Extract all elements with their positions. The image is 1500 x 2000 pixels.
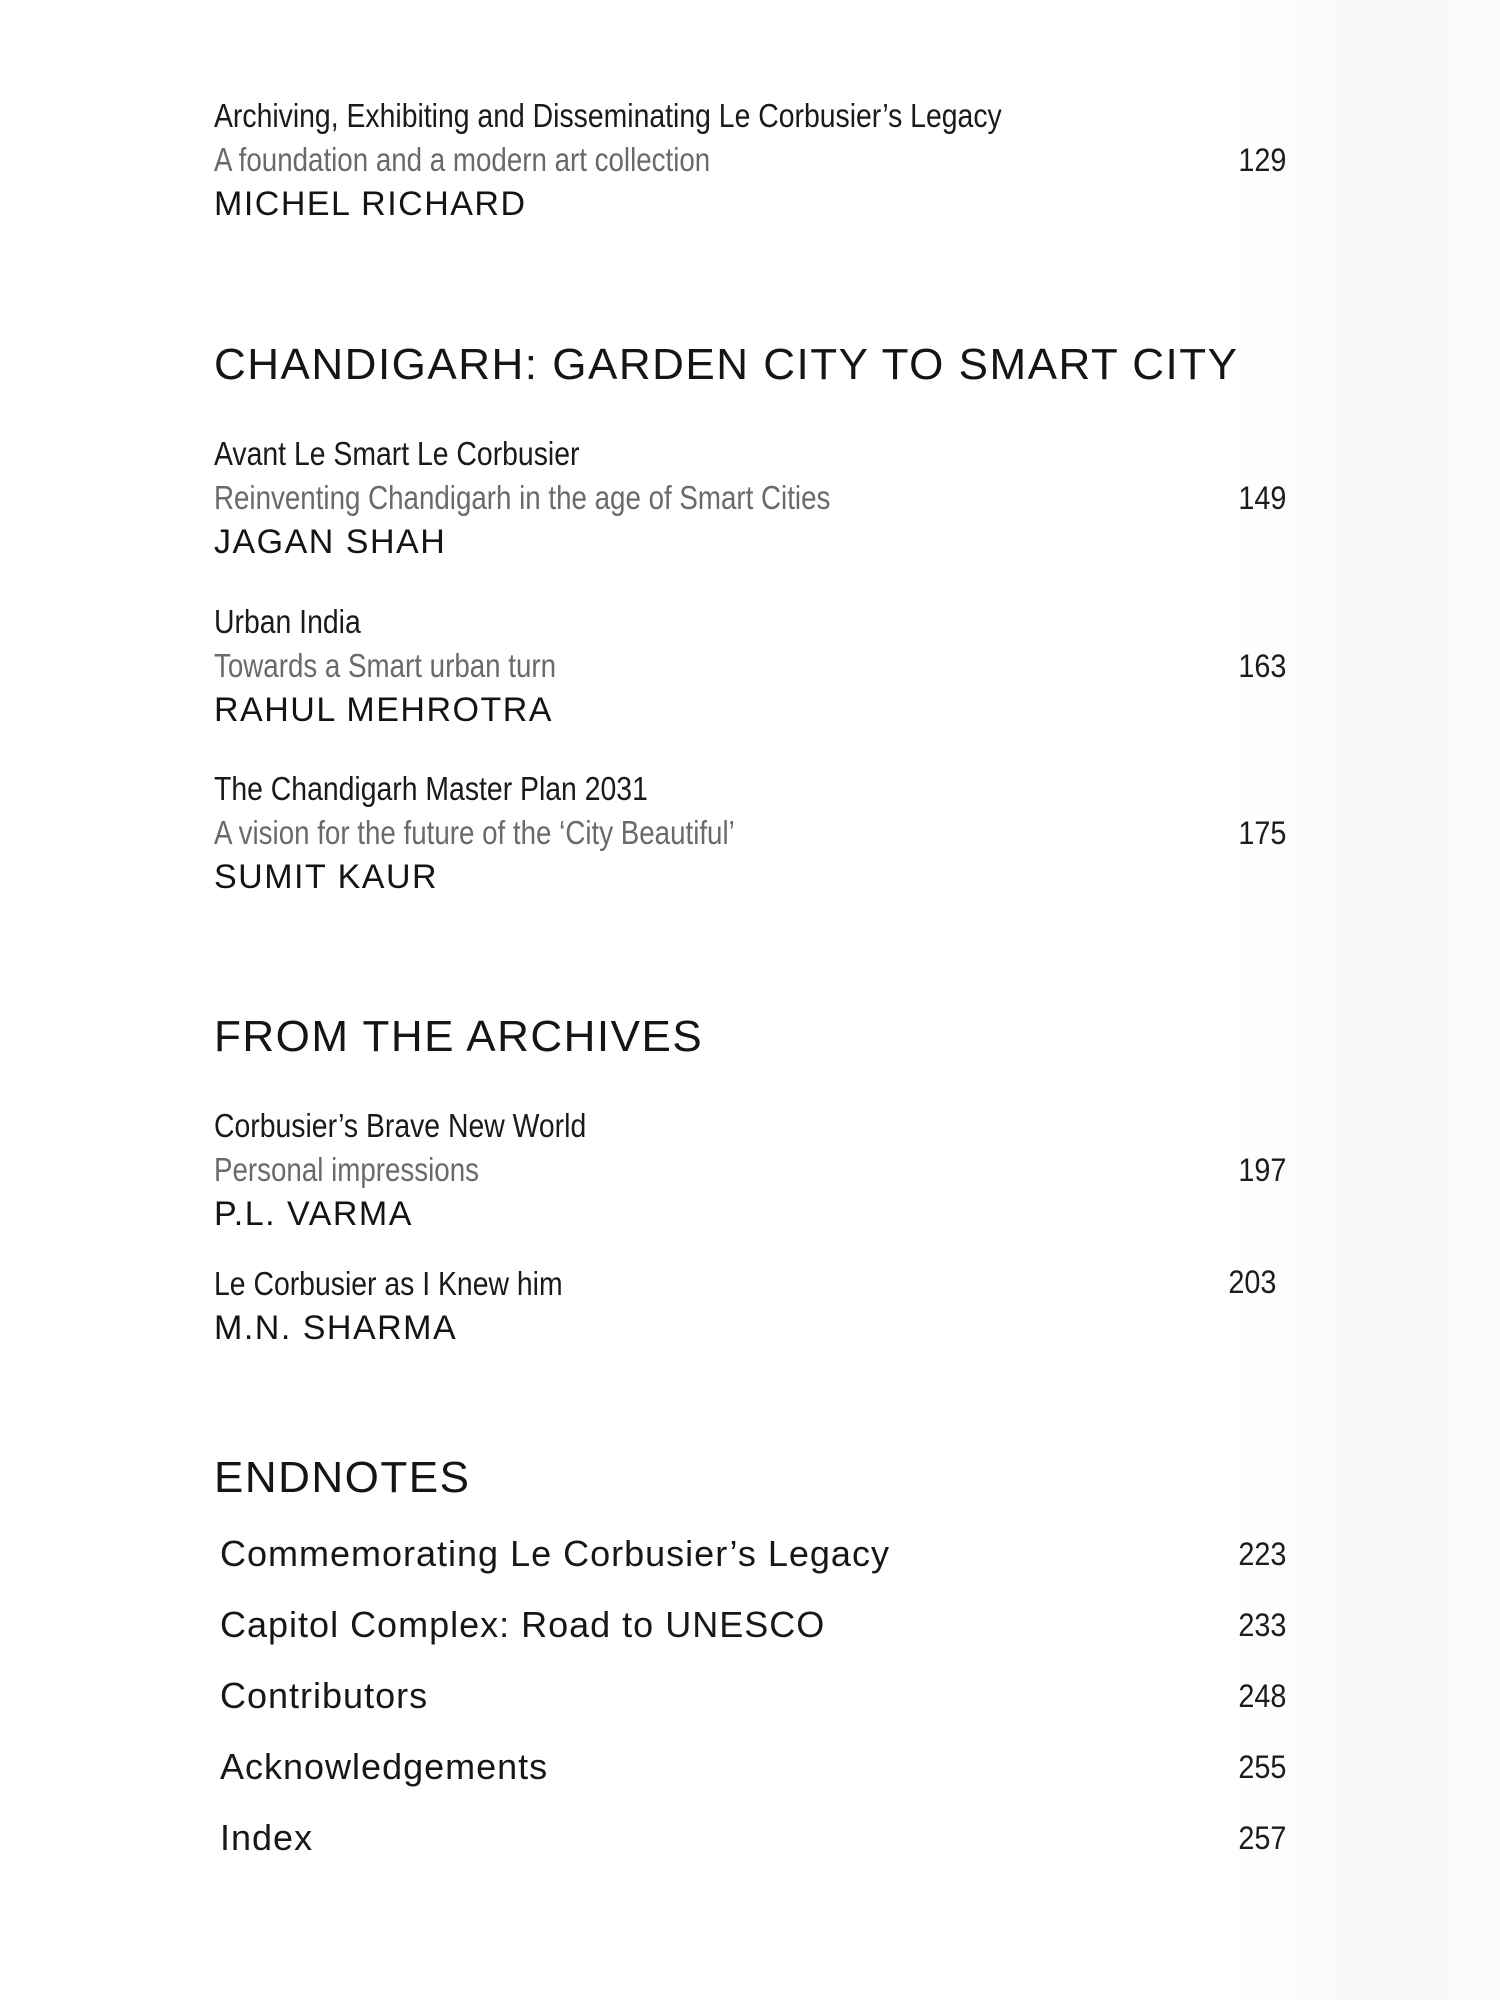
entry-title: Avant Le Smart Le Corbusier [214,435,580,472]
entry-author: MICHEL RICHARD [214,185,527,223]
endnote-item[interactable] [220,1814,1294,1862]
endnote-item[interactable] [220,1743,1294,1791]
endnote-label: Capitol Complex: Road to UNESCO [220,1604,826,1645]
toc-entry[interactable] [214,600,1294,732]
endnote-page-number: 233 [1237,1607,1286,1643]
entry-subtitle: Towards a Smart urban turn [214,647,557,684]
entry-author: RAHUL MEHROTRA [214,691,553,729]
endnote-page-number: 255 [1237,1749,1286,1785]
entry-author: P.L. VARMA [214,1195,413,1233]
entry-title: Corbusier’s Brave New World [214,1107,587,1144]
section-heading: CHANDIGARH: GARDEN CITY TO SMART CITY [214,340,1239,389]
endnote-page-number: 257 [1237,1820,1286,1856]
endnote-item[interactable] [220,1601,1294,1649]
entry-page-number: 197 [1237,1152,1286,1188]
entry-title: Urban India [214,603,361,640]
entry-author: SUMIT KAUR [214,858,439,896]
entry-title: Le Corbusier as I Knew him [214,1265,563,1302]
entry-title: The Chandigarh Master Plan 2031 [214,770,648,807]
toc-entry[interactable] [214,94,1294,226]
endnote-item[interactable] [220,1672,1294,1720]
entry-page-number: 203 [1227,1264,1276,1300]
section-heading: ENDNOTES [214,1453,471,1502]
toc-entry[interactable] [214,1262,1294,1350]
endnote-label: Contributors [220,1675,429,1716]
entry-author: M.N. SHARMA [214,1309,458,1347]
endnote-label: Acknowledgements [220,1746,549,1787]
entry-page-number: 129 [1237,142,1286,178]
entry-subtitle: Personal impressions [214,1151,479,1188]
toc-entry[interactable] [214,1104,1294,1236]
entry-subtitle: A vision for the future of the ‘City Beautiful’ [214,814,735,851]
toc-entry[interactable] [214,767,1294,899]
endnote-label: Commemorating Le Corbusier’s Legacy [220,1533,890,1574]
section-heading: FROM THE ARCHIVES [214,1012,704,1061]
endnote-page-number: 248 [1237,1678,1286,1714]
entry-subtitle: A foundation and a modern art collection [214,141,711,178]
endnote-label: Index [220,1817,314,1858]
entry-subtitle: Reinventing Chandigarh in the age of Smart Cities [214,479,831,516]
entry-page-number: 163 [1237,648,1286,684]
endnote-item[interactable] [220,1530,1294,1578]
entry-page-number: 149 [1237,480,1286,516]
entry-title: Archiving, Exhibiting and Disseminating Le Corbusier’s Legacy [214,97,1002,134]
toc-entry[interactable] [214,432,1294,564]
endnote-page-number: 223 [1237,1536,1286,1572]
entry-author: JAGAN SHAH [214,523,447,561]
entry-page-number: 175 [1237,815,1286,851]
